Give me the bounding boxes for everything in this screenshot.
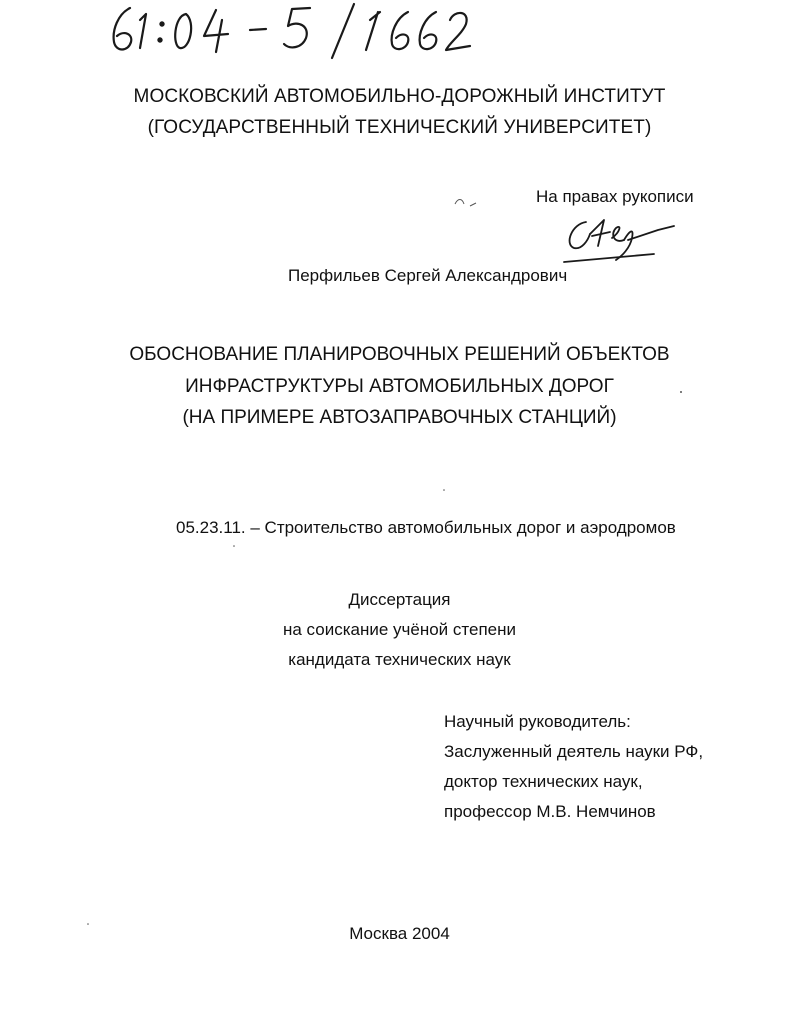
supervisor-name: профессор М.В. Немчинов: [444, 802, 656, 821]
dissertation-title-line-1: ОБОСНОВАНИЕ ПЛАНИРОВОЧНЫХ РЕШЕНИЙ ОБЪЕКТОВ: [129, 344, 670, 365]
author-name: Перфильев Сергей Александрович: [288, 266, 568, 285]
specialty-code: 05.23.11. – Строительство автомобильных дорог и аэродромов: [176, 518, 676, 537]
handwritten-archive-number: [100, 0, 480, 62]
degree-line-3: кандидата технических наук: [288, 650, 511, 669]
dissertation-title-line-2: ИНФРАСТРУКТУРЫ АВТОМОБИЛЬНЫХ ДОРОГ: [185, 376, 614, 397]
manuscript-rights-note: На правах рукописи: [536, 187, 694, 206]
dissertation-title-line-3: (НА ПРИМЕРЕ АВТОЗАПРАВОЧНЫХ СТАНЦИЙ): [182, 407, 617, 428]
degree-line-2: на соискание учёной степени: [282, 620, 516, 639]
supervisor-label: Научный руководитель:: [444, 712, 631, 731]
degree-line-1: Диссертация: [348, 590, 451, 609]
supervisor-honorific: Заслуженный деятель науки РФ,: [444, 742, 704, 761]
institution-line-2: (ГОСУДАРСТВЕННЫЙ ТЕХНИЧЕСКИЙ УНИВЕРСИТЕТ): [147, 117, 652, 138]
supervisor-degree: доктор технических наук,: [444, 772, 643, 791]
author-signature: [558, 210, 688, 270]
institution-line-1: МОСКОВСКИЙ АВТОМОБИЛЬНО-ДОРОЖНЫЙ ИНСТИТУТ: [133, 86, 666, 107]
place-and-year: Москва 2004: [349, 924, 450, 943]
